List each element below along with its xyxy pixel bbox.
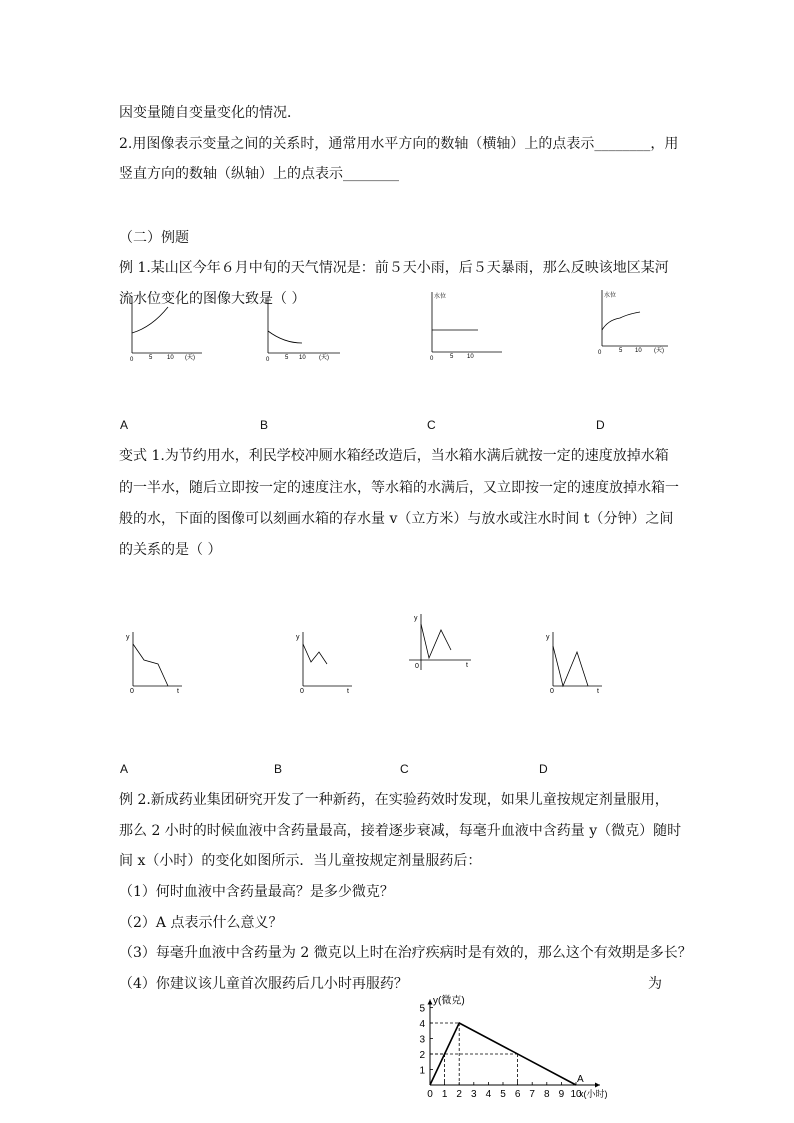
axis-label-water: 水位 bbox=[434, 294, 447, 300]
section-heading-examples: （二）例题 bbox=[119, 230, 189, 246]
x-tick-label: 10 bbox=[570, 1089, 582, 1100]
option-d-2: D bbox=[539, 762, 548, 776]
tick-label: 5 bbox=[285, 355, 289, 361]
axis-label-days: (天) bbox=[185, 355, 195, 361]
tick-label: 10 bbox=[635, 348, 642, 354]
chart-axes bbox=[428, 1000, 601, 1088]
tick-label: 0 bbox=[415, 663, 419, 670]
axis-label-t: t bbox=[597, 688, 599, 695]
axis-label-water: 水位 bbox=[604, 293, 617, 299]
x-axis-arrow bbox=[595, 1083, 600, 1088]
axis-label-y: y bbox=[414, 615, 418, 622]
option-d: D bbox=[596, 418, 605, 432]
tick-label: 0 bbox=[598, 350, 602, 356]
graph-1b bbox=[254, 293, 354, 363]
tick-label: 10 bbox=[299, 355, 306, 361]
x-tick-label: 4 bbox=[485, 1089, 492, 1100]
variant-1-text-4: 的关系的是（ ） bbox=[119, 542, 222, 558]
tick-label: 0 bbox=[266, 357, 270, 363]
tick-label: 5 bbox=[619, 348, 623, 354]
x-tick-label: 3 bbox=[471, 1089, 477, 1100]
text-line-1: 因变量随自变量变化的情况． bbox=[119, 105, 301, 121]
x-axis-label: x(小时) bbox=[579, 1089, 608, 1099]
example-2-text-2: 那么 2 小时的时候血液中含药量最高，接着逐步衰减，每毫升血液中含药量 y（微克）随时 bbox=[119, 823, 682, 839]
x-tick-label: 5 bbox=[500, 1089, 506, 1100]
axis-label-days: (天) bbox=[654, 348, 664, 354]
x-tick-label: 8 bbox=[544, 1089, 550, 1100]
graph-2c bbox=[405, 610, 475, 672]
question-4: （4）你建议该儿童首次服药后几小时再服药？ bbox=[119, 976, 408, 992]
trailing-char: 为 bbox=[648, 976, 662, 992]
graph-1c bbox=[420, 290, 505, 360]
x-tick-label: 7 bbox=[529, 1089, 535, 1100]
variant-1-text: 变式 1.为节约用水，利民学校冲厕水箱经改造后，当水箱水满后就按一定的速度放掉水箱 bbox=[119, 448, 669, 464]
graph-1a bbox=[118, 293, 210, 363]
point-label-a: A bbox=[577, 1074, 584, 1085]
axis-label-y: y bbox=[126, 634, 130, 641]
axis-label-y: y bbox=[296, 634, 300, 641]
variant-1-text-3: 般的水，下面的图像可以刻画水箱的存水量 v（立方米）与放水或注水时间 t（分钟）之间 bbox=[119, 511, 674, 527]
x-tick-label: 6 bbox=[514, 1089, 521, 1100]
x-tick-label: 9 bbox=[558, 1089, 565, 1100]
tick-label: 5 bbox=[450, 354, 454, 360]
option-a-2: A bbox=[120, 762, 129, 776]
axis-label-t: t bbox=[177, 688, 179, 695]
drug-concentration-chart bbox=[408, 988, 638, 1106]
example-2-text: 例 2.新成药业集团研究开发了一种新药，在实验药效时发现，如果儿童按规定剂量服用， bbox=[119, 792, 669, 808]
variant-1-text-2: 的一半水，随后立即按一定的速度注水，等水箱的水满后，又立即按一定的速度放掉水箱一 bbox=[119, 480, 679, 496]
tick-label: 0 bbox=[130, 357, 134, 363]
question-2: （2）A 点表示什么意义？ bbox=[119, 915, 283, 931]
tick-label: 0 bbox=[130, 688, 134, 695]
axis-label-y: y bbox=[546, 634, 550, 641]
x-tick-label: 2 bbox=[456, 1089, 462, 1100]
x-tick-label: 0 bbox=[427, 1089, 433, 1100]
tick-label: 0 bbox=[550, 688, 554, 695]
question-1: （1）何时血液中含药量最高？是多少微克？ bbox=[119, 884, 394, 900]
option-a: A bbox=[120, 418, 129, 432]
option-b-2: B bbox=[274, 762, 283, 776]
tick-label: 5 bbox=[149, 355, 153, 361]
y-tick-label: 3 bbox=[419, 1034, 425, 1046]
x-tick-label: 1 bbox=[441, 1089, 448, 1100]
text-line-2: 2.用图像表示变量之间的关系时，通常用水平方向的数轴（横轴）上的点表示________，用 bbox=[119, 136, 679, 152]
y-tick-label: 5 bbox=[419, 1003, 425, 1015]
graph-2d bbox=[540, 630, 610, 695]
text-line-3: 竖直方向的数轴（纵轴）上的点表示________ bbox=[119, 166, 399, 182]
y-tick-label: 1 bbox=[419, 1065, 425, 1077]
option-b: B bbox=[260, 418, 269, 432]
tick-label: 0 bbox=[430, 356, 434, 360]
example-1-text: 例 1.某山区今年６月中旬的天气情况是：前５天小雨，后５天暴雨，那么反映该地区某河 bbox=[119, 260, 669, 276]
example-1-text-2: 流水位变化的图像大致是（ ） bbox=[119, 291, 306, 307]
axis-label-t: t bbox=[466, 662, 468, 669]
y-tick-label: 4 bbox=[419, 1019, 425, 1030]
example-2-text-3: 间 x（小时）的变化如图所示．当儿童按规定剂量服药后： bbox=[119, 853, 482, 869]
tick-label: 10 bbox=[167, 355, 174, 361]
question-3: （3）每毫升血液中含药量为 2 微克以上时在治疗疾病时是有效的，那么这个有效期是多长？ bbox=[119, 945, 692, 961]
y-tick-label: 2 bbox=[419, 1050, 425, 1061]
tick-label: 0 bbox=[300, 688, 304, 695]
option-c: C bbox=[427, 418, 436, 432]
graph-1d bbox=[590, 288, 680, 358]
axis-label-days: (天) bbox=[319, 355, 329, 361]
chart-guides bbox=[430, 1023, 518, 1085]
axis-label-t: t bbox=[347, 688, 349, 695]
option-c-2: C bbox=[400, 762, 409, 776]
graph-2a bbox=[120, 630, 190, 695]
y-axis-arrow bbox=[428, 1000, 433, 1005]
y-axis-label: y(微克) bbox=[433, 995, 465, 1007]
tick-label: 10 bbox=[467, 354, 474, 360]
graph-2b bbox=[290, 630, 360, 695]
